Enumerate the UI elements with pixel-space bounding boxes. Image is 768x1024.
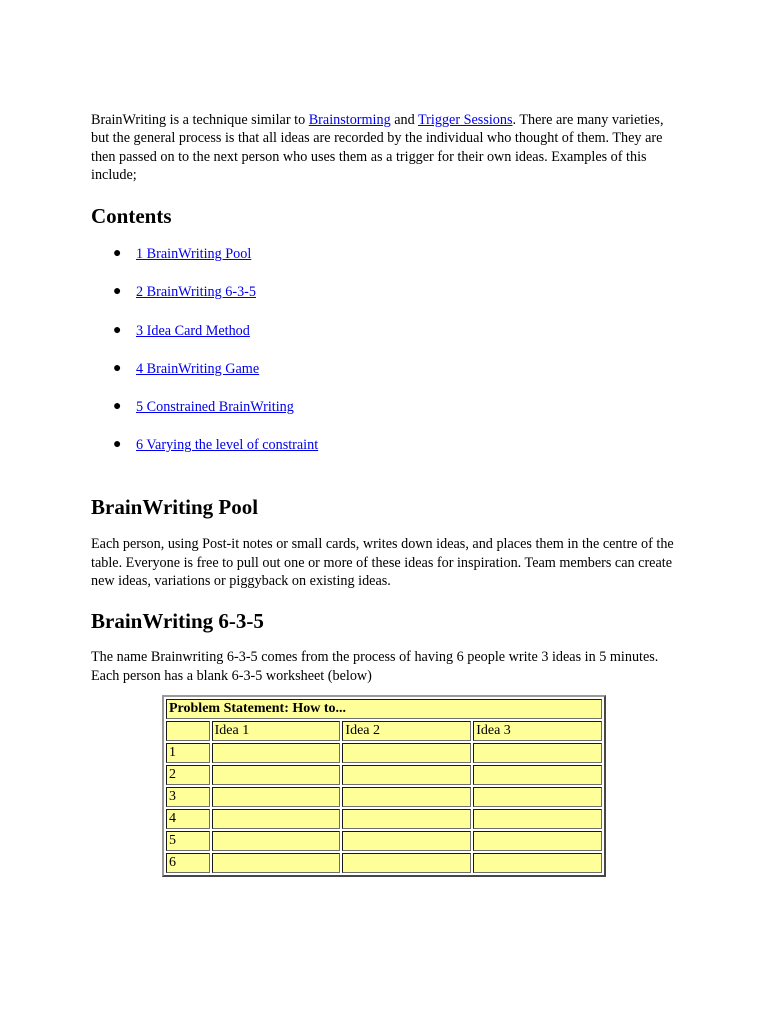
contents-item (91, 245, 681, 283)
problem-statement-cell: Problem Statement: How to... (166, 699, 602, 719)
row-number-cell: 2 (166, 765, 210, 785)
brainwriting-635-paragraph: The name Brainwriting 6-3-5 comes from the process of having 6 people write 3 ideas in 5 minutes. Each person has a blank 6-3-5 worksheet (below) (91, 649, 659, 684)
document-body (91, 111, 681, 877)
row-number-cell: 6 (166, 853, 210, 873)
table-row (166, 787, 602, 807)
contents-item (91, 283, 681, 321)
idea-cell (342, 743, 471, 763)
brainstorming-link[interactable]: Brainstorming (308, 112, 391, 128)
brainwriting-635-heading: BrainWriting 6-3-5 (91, 609, 264, 634)
bullet-icon: ● (113, 360, 122, 376)
contents-link-constrained-brainwriting[interactable]: 5 Constrained BrainWriting (136, 398, 294, 415)
idea-cell (212, 743, 341, 763)
intro-text-before: BrainWriting is a technique similar to (91, 112, 309, 128)
brainwriting-pool-heading: BrainWriting Pool (91, 495, 259, 520)
worksheet-table (162, 695, 606, 877)
contents-heading: Contents (91, 204, 172, 229)
contents-item (91, 398, 681, 436)
bullet-icon: ● (113, 284, 122, 300)
bullet-icon: ● (113, 322, 122, 338)
contents-link-varying-constraint[interactable]: 6 Varying the level of constraint (136, 437, 319, 454)
table-row (166, 809, 602, 829)
intro-text-after: . There are many varieties, but the general process is that all ideas are recorded by the individual who thought of them. They are then passed on to the next person who uses them as a trigger for their own ideas. Examples of this include; (91, 112, 664, 183)
idea-cell (342, 809, 471, 829)
idea-cell (212, 809, 341, 829)
idea-cell (473, 787, 602, 807)
table-header-row (166, 721, 602, 741)
idea-cell (473, 831, 602, 851)
idea-cell (342, 787, 471, 807)
table-row (166, 743, 602, 763)
row-number-cell: 3 (166, 787, 210, 807)
contents-link-brainwriting-635[interactable]: 2 BrainWriting 6-3-5 (136, 284, 256, 301)
idea-cell (212, 787, 341, 807)
intro-text-and: and (390, 112, 419, 128)
contents-link-brainwriting-game[interactable]: 4 BrainWriting Game (136, 360, 260, 377)
header-cell-idea-3: Idea 3 (473, 721, 602, 741)
row-number-cell: 1 (166, 743, 210, 763)
contents-item (91, 436, 681, 474)
idea-cell (342, 765, 471, 785)
bullet-icon: ● (113, 246, 122, 262)
contents-item (91, 322, 681, 360)
idea-cell (342, 831, 471, 851)
idea-cell (342, 853, 471, 873)
brainwriting-pool-paragraph: Each person, using Post-it notes or small cards, writes down ideas, and places them in the centre of the table. Everyone is free to pull out one or more of these ideas for inspiration. Team members can create new ideas, variations or piggyback on existing ideas. (91, 536, 674, 589)
contents-link-brainwriting-pool[interactable]: 1 BrainWriting Pool (136, 246, 252, 263)
contents-link-idea-card-method[interactable]: 3 Idea Card Method (136, 322, 250, 339)
bullet-icon: ● (113, 437, 122, 453)
table-row (166, 765, 602, 785)
bullet-icon: ● (113, 398, 122, 414)
idea-cell (212, 853, 341, 873)
header-cell-blank (166, 721, 210, 741)
table-row (166, 853, 602, 873)
row-number-cell: 4 (166, 809, 210, 829)
idea-cell (473, 809, 602, 829)
idea-cell (473, 743, 602, 763)
contents-list (91, 245, 681, 474)
trigger-sessions-link[interactable]: Trigger Sessions (418, 112, 513, 128)
header-cell-idea-1: Idea 1 (212, 721, 341, 741)
contents-item (91, 360, 681, 398)
idea-cell (212, 765, 341, 785)
table-row (166, 831, 602, 851)
header-cell-idea-2: Idea 2 (342, 721, 471, 741)
table-row (166, 699, 602, 719)
row-number-cell: 5 (166, 831, 210, 851)
intro-paragraph (91, 111, 681, 184)
idea-cell (473, 853, 602, 873)
idea-cell (473, 765, 602, 785)
idea-cell (212, 831, 341, 851)
